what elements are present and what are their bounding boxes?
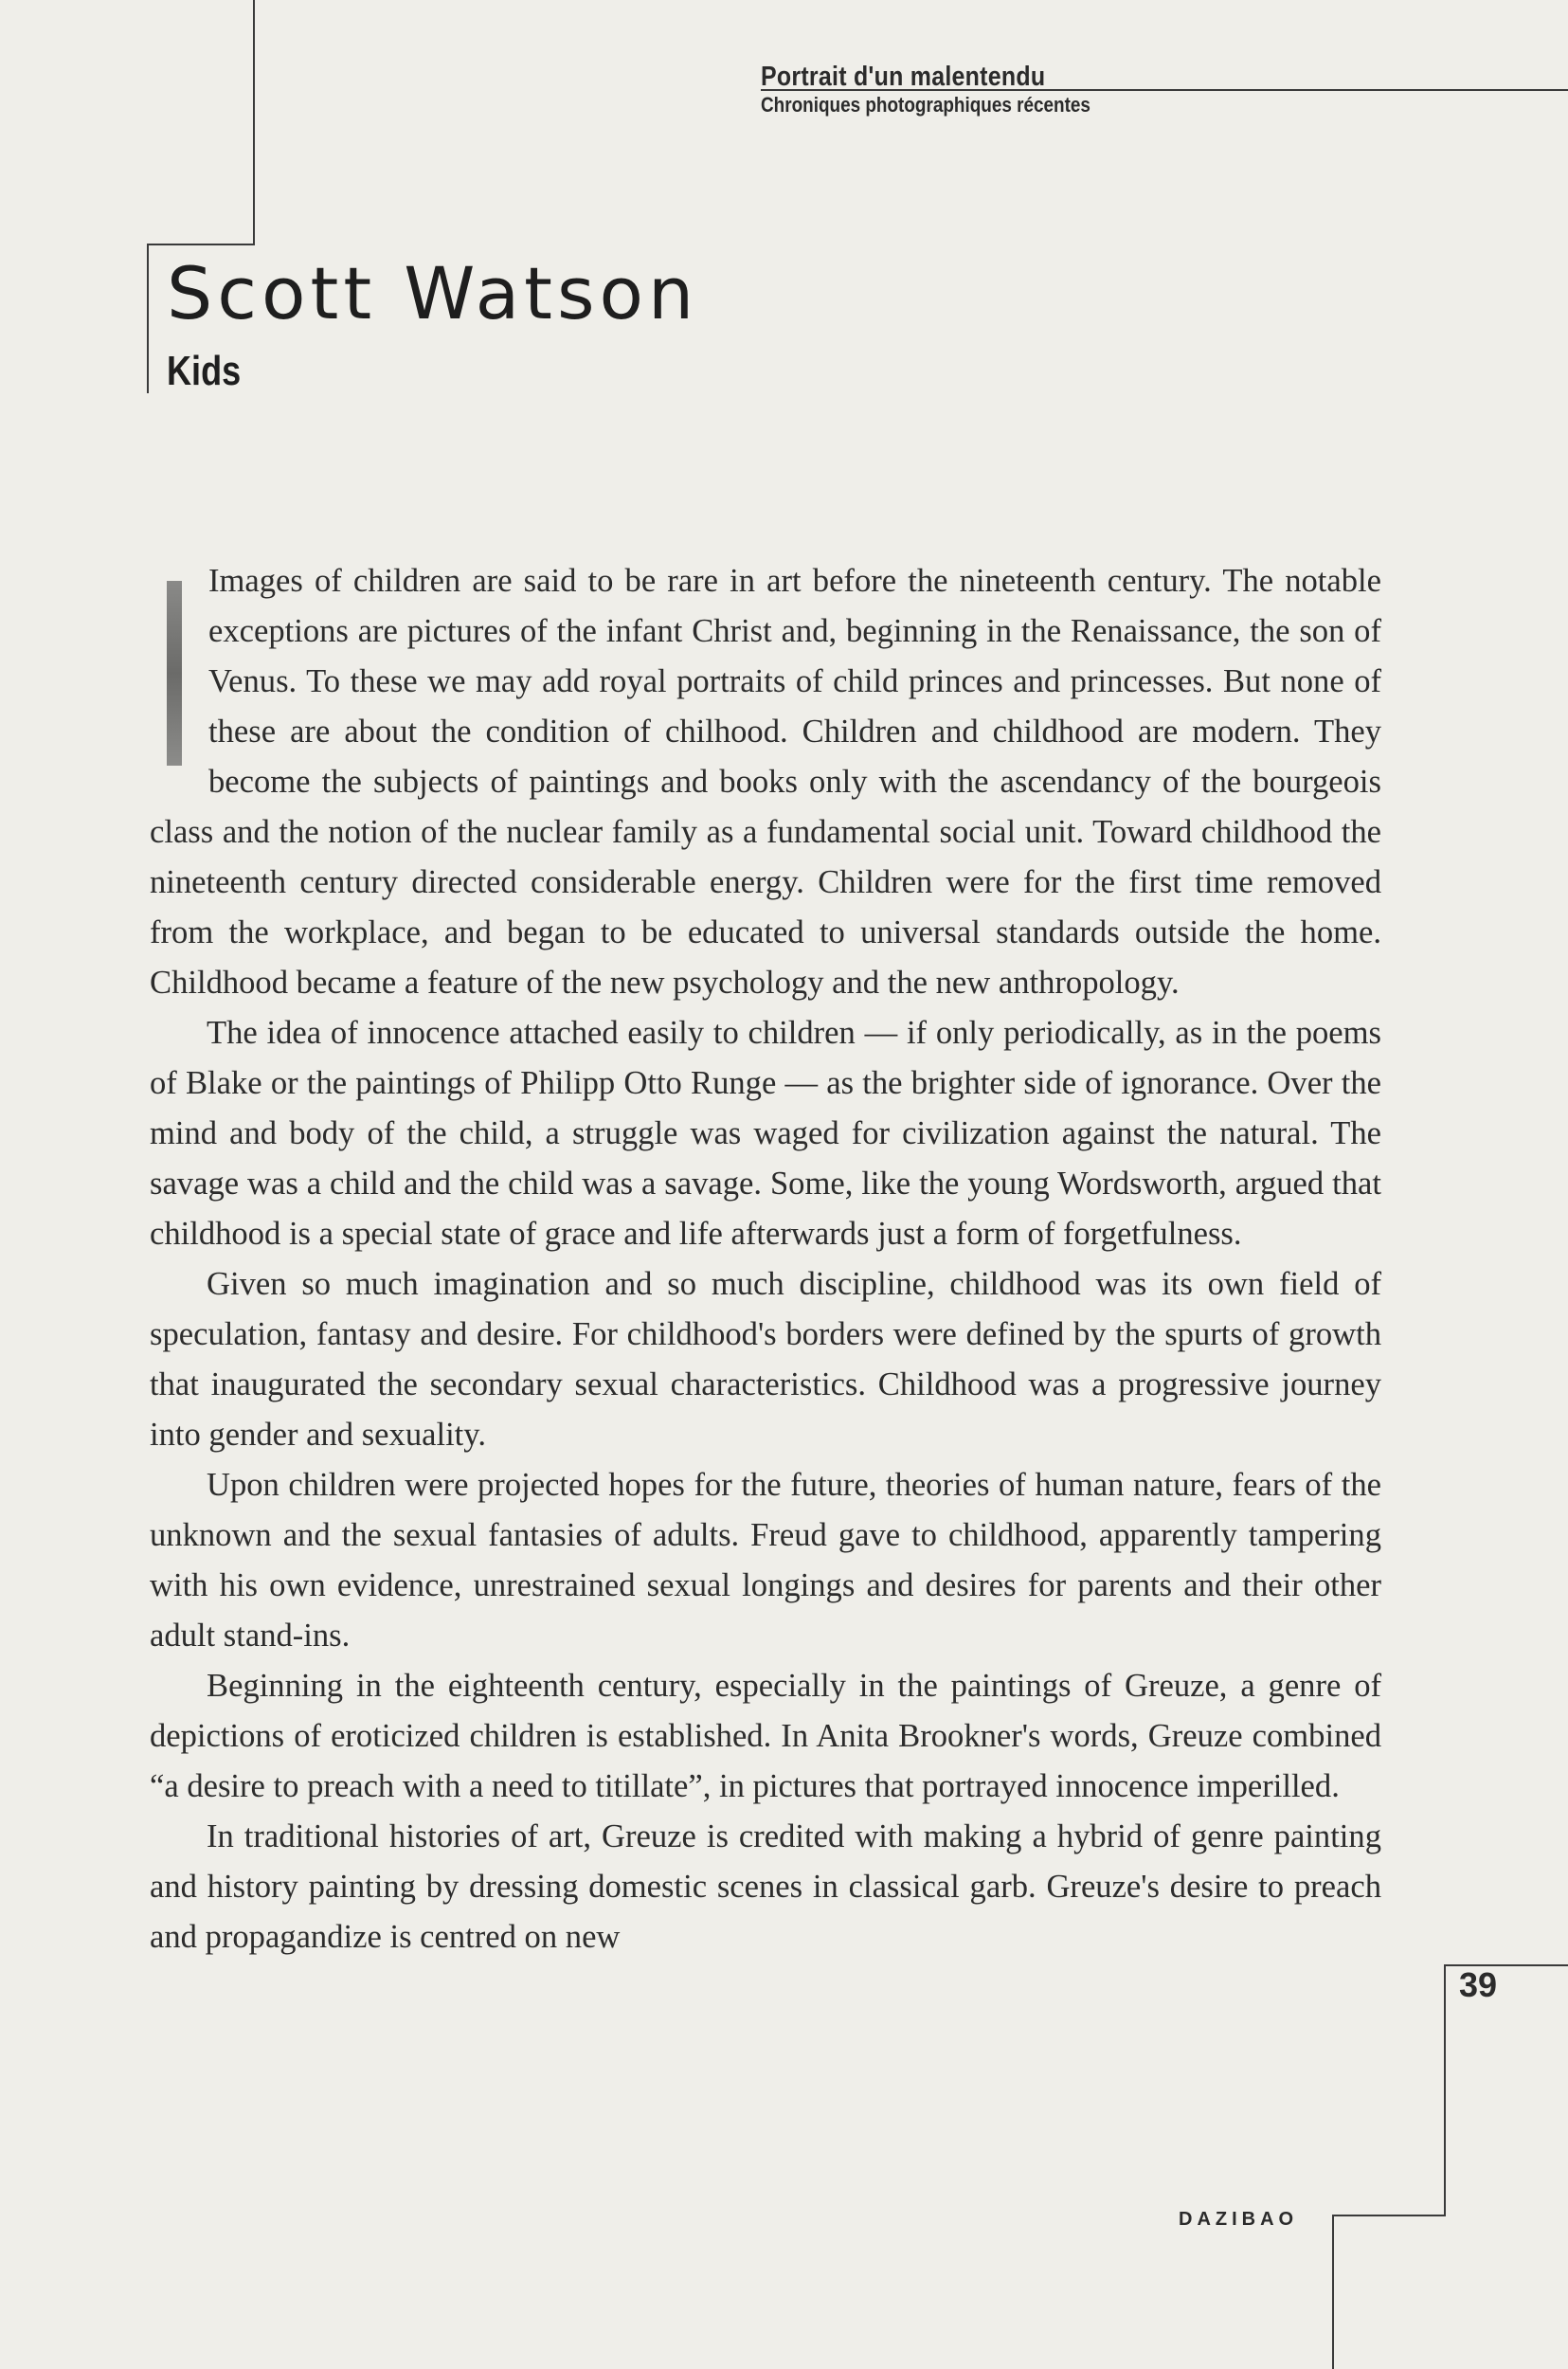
page-number-vertical-rule [1444, 1964, 1446, 2215]
article-paragraph [150, 556, 1381, 1008]
article-title: Kids [167, 348, 242, 394]
article-body [150, 556, 1381, 1962]
top-left-horizontal-rule [147, 244, 255, 245]
header-title: Portrait d'un malentendu [761, 62, 1046, 92]
article-paragraph: Upon children were projected hopes for the future, theories of human nature, fears of the unknown and the sexual fantasies of adults. Freud gave to childhood, apparently tampering with his own evidence, unrestrained sexual longings and desires for parents and their other adult stand-ins. [150, 1467, 1381, 1654]
header-subtitle: Chroniques photographiques récentes [761, 93, 1090, 117]
article-paragraph: Given so much imagination and so much discipline, childhood was its own field of speculation, fantasy and desire. For childhood's borders were defined by the spurts of growth that inaugurated the secondary sexual characteristics. Childhood was a progressive journey into gender and sexuality. [150, 1266, 1381, 1453]
top-left-vertical-rule [253, 0, 255, 244]
paragraph-text: Images of children are said to be rare in art before the nineteenth century. The notable exceptions are pictures of the infant Christ and, beginning in the Renaissance, the son of Venus. To these we may add royal portraits of child princes and princesses. But none of these are about the condition of chilhood. Children and childhood are modern. They become the subjects of paintings and books only with the ascendancy of the bourgeois class and the notion of the nuclear family as a fundamental social unit. Toward childhood the nineteenth century directed considerable energy. Children were for the first time removed from the workplace, and began to be educated to universal standards outside the home. Childhood became a feature of the new psychology and the new anthropology. [150, 563, 1381, 1001]
article-paragraph: In traditional histories of art, Greuze is credited with making a hybrid of genre painting and history painting by dressing domestic scenes in classical garb. Greuze's desire to preach and propagandize is centred on new [150, 1818, 1381, 1955]
article-author: Scott Watson [167, 251, 699, 335]
running-header [761, 61, 1443, 118]
page-number: 39 [1459, 1965, 1498, 2004]
article-paragraph: The idea of innocence attached easily to children — if only periodically, as in the poems of Blake or the paintings of Philipp Otto Runge — as the brighter side of ignorance. Over the mind and body of the child, a struggle was waged for civilization against the natural. The savage was a child and the child was a savage. Some, like the young Wordsworth, argued that childhood is a special state of grace and life afterwards just a form of forgetfulness. [150, 1015, 1381, 1252]
article-paragraph: Beginning in the eighteenth century, especially in the paintings of Greuze, a genre of depictions of eroticized children is established. In Anita Brookner's words, Greuze combined “a desire to preach with a need to titillate”, in pictures that portrayed innocence imperilled. [150, 1668, 1381, 1804]
drop-cap [167, 581, 182, 766]
footer-horizontal-rule [1332, 2215, 1446, 2216]
title-vertical-rule [147, 244, 149, 393]
publication-footer: DAZIBAO [1179, 2209, 1299, 2230]
bottom-right-vertical-rule [1332, 2215, 1334, 2369]
